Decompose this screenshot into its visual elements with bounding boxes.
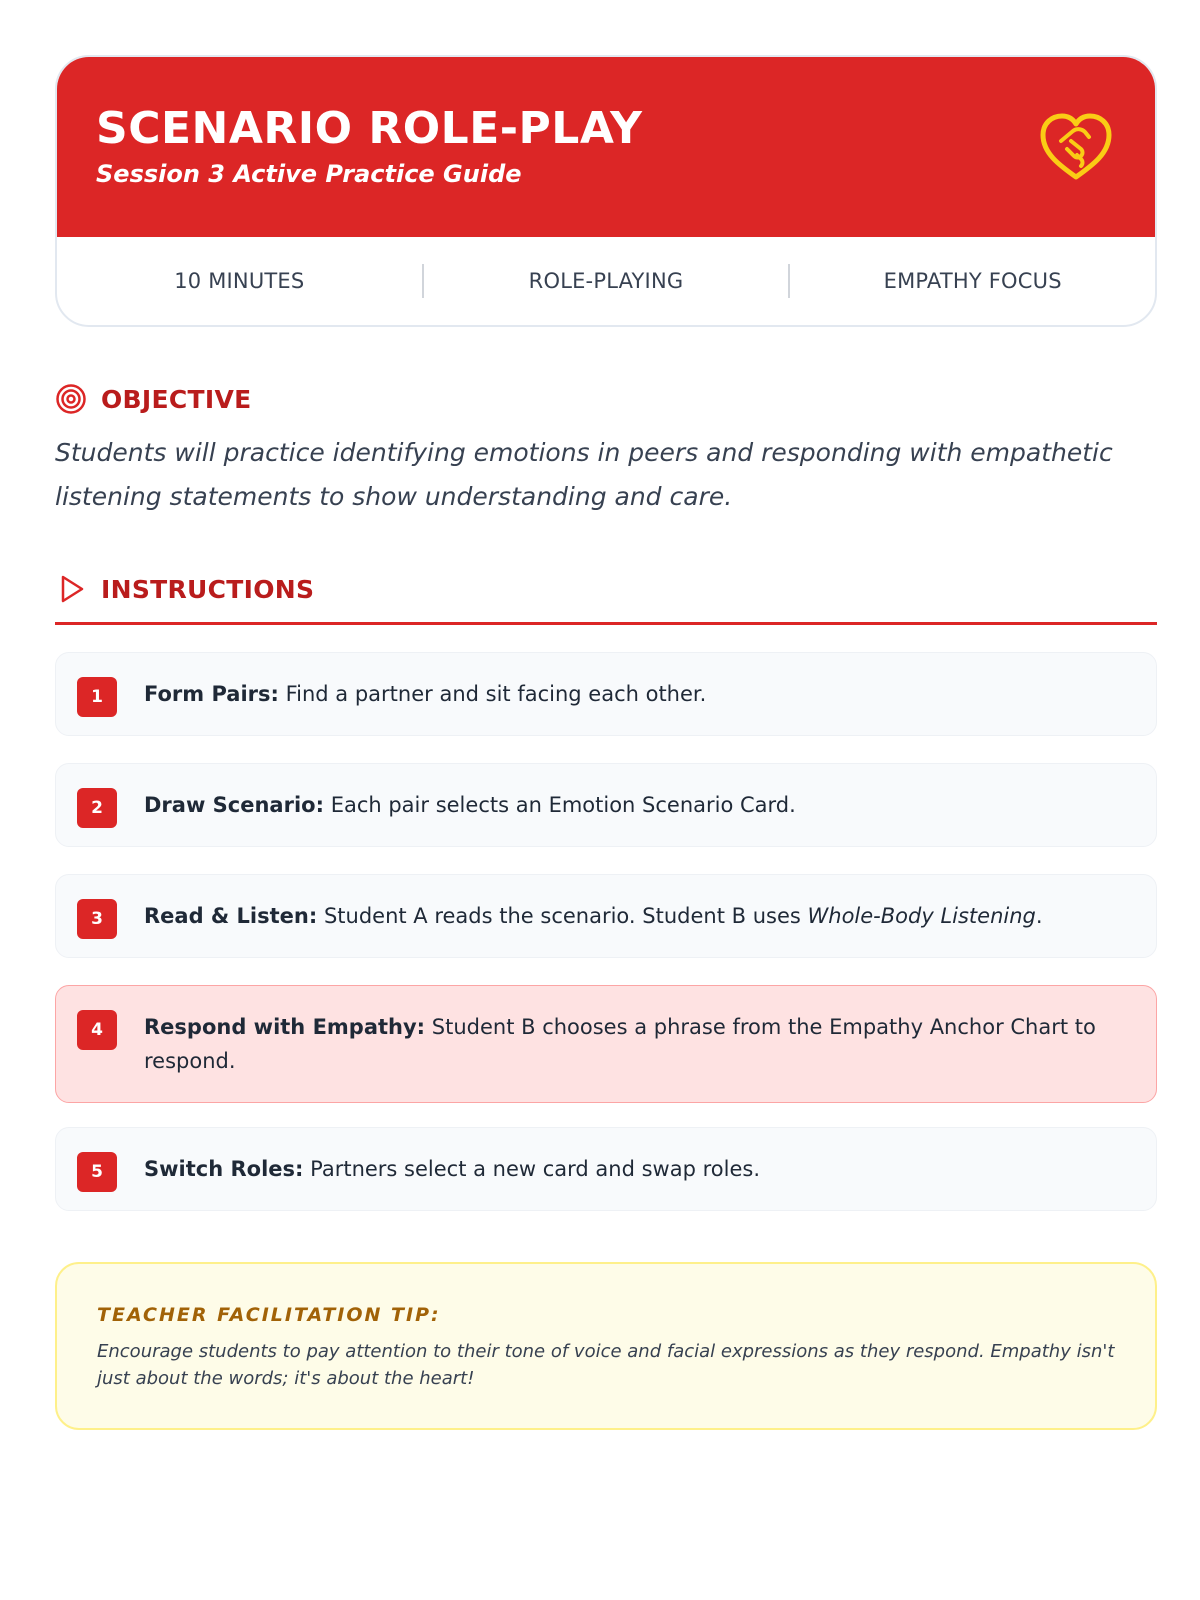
step-number-badge: 5	[77, 1152, 117, 1192]
teacher-tip-box	[55, 1262, 1157, 1430]
step-label: Form Pairs:	[144, 682, 279, 706]
step-text: Find a partner and sit facing each other.	[285, 682, 707, 706]
page-title: SCENARIO ROLE-PLAY	[96, 103, 643, 154]
instructions-title: INSTRUCTIONS	[101, 574, 315, 604]
heart-handshake-icon	[1037, 111, 1115, 183]
instructions-header	[55, 573, 314, 605]
target-icon	[55, 383, 87, 415]
step-number-badge: 4	[77, 1010, 117, 1050]
step-text: Each pair selects an Emotion Scenario Card.	[330, 793, 796, 817]
play-icon	[55, 573, 87, 605]
step-text: Student B chooses a phrase from the Empathy Anchor Chart to respond.	[144, 1015, 1096, 1073]
stat-duration: 10 MINUTES	[174, 269, 305, 293]
step-label: Switch Roles:	[144, 1157, 304, 1181]
step-emphasis: Whole-Body Listening	[807, 904, 1036, 928]
tip-text: Encourage students to pay attention to their tone of voice and facial expressions as they respond. Empathy isn't just about the words; it's about the heart!	[97, 1341, 1115, 1389]
step-text: Partners select a new card and swap roles.	[310, 1157, 760, 1181]
tip-title: TEACHER FACILITATION TIP:	[97, 1304, 441, 1326]
step-text: Student A reads the scenario. Student B uses	[323, 904, 801, 928]
instruction-step	[55, 1127, 1157, 1211]
stat-method: ROLE-PLAYING	[528, 269, 684, 293]
instruction-step	[55, 763, 1157, 847]
objective-title: OBJECTIVE	[101, 384, 252, 414]
step-label: Respond with Empathy:	[144, 1015, 426, 1039]
step-number-badge: 2	[77, 788, 117, 828]
instruction-step	[55, 874, 1157, 958]
objective-text: Students will practice identifying emotions in peers and responding with empathetic listening statements to show understanding and care.	[55, 438, 1113, 511]
objective-header	[55, 383, 252, 415]
step-number-badge: 1	[77, 677, 117, 717]
stat-focus: EMPATHY FOCUS	[883, 269, 1062, 293]
header-card	[55, 55, 1157, 327]
step-number-badge: 3	[77, 899, 117, 939]
step-text-end: .	[1035, 904, 1043, 928]
step-label: Read & Listen:	[144, 904, 318, 928]
header-banner	[57, 57, 1155, 237]
practice-guide	[55, 55, 1157, 1389]
page-subtitle: Session 3 Active Practice Guide	[96, 160, 522, 188]
instructions-divider	[55, 622, 1157, 625]
instruction-step-highlighted	[55, 985, 1157, 1103]
step-label: Draw Scenario:	[144, 793, 324, 817]
stats-bar	[57, 237, 1155, 325]
instruction-step	[55, 652, 1157, 736]
